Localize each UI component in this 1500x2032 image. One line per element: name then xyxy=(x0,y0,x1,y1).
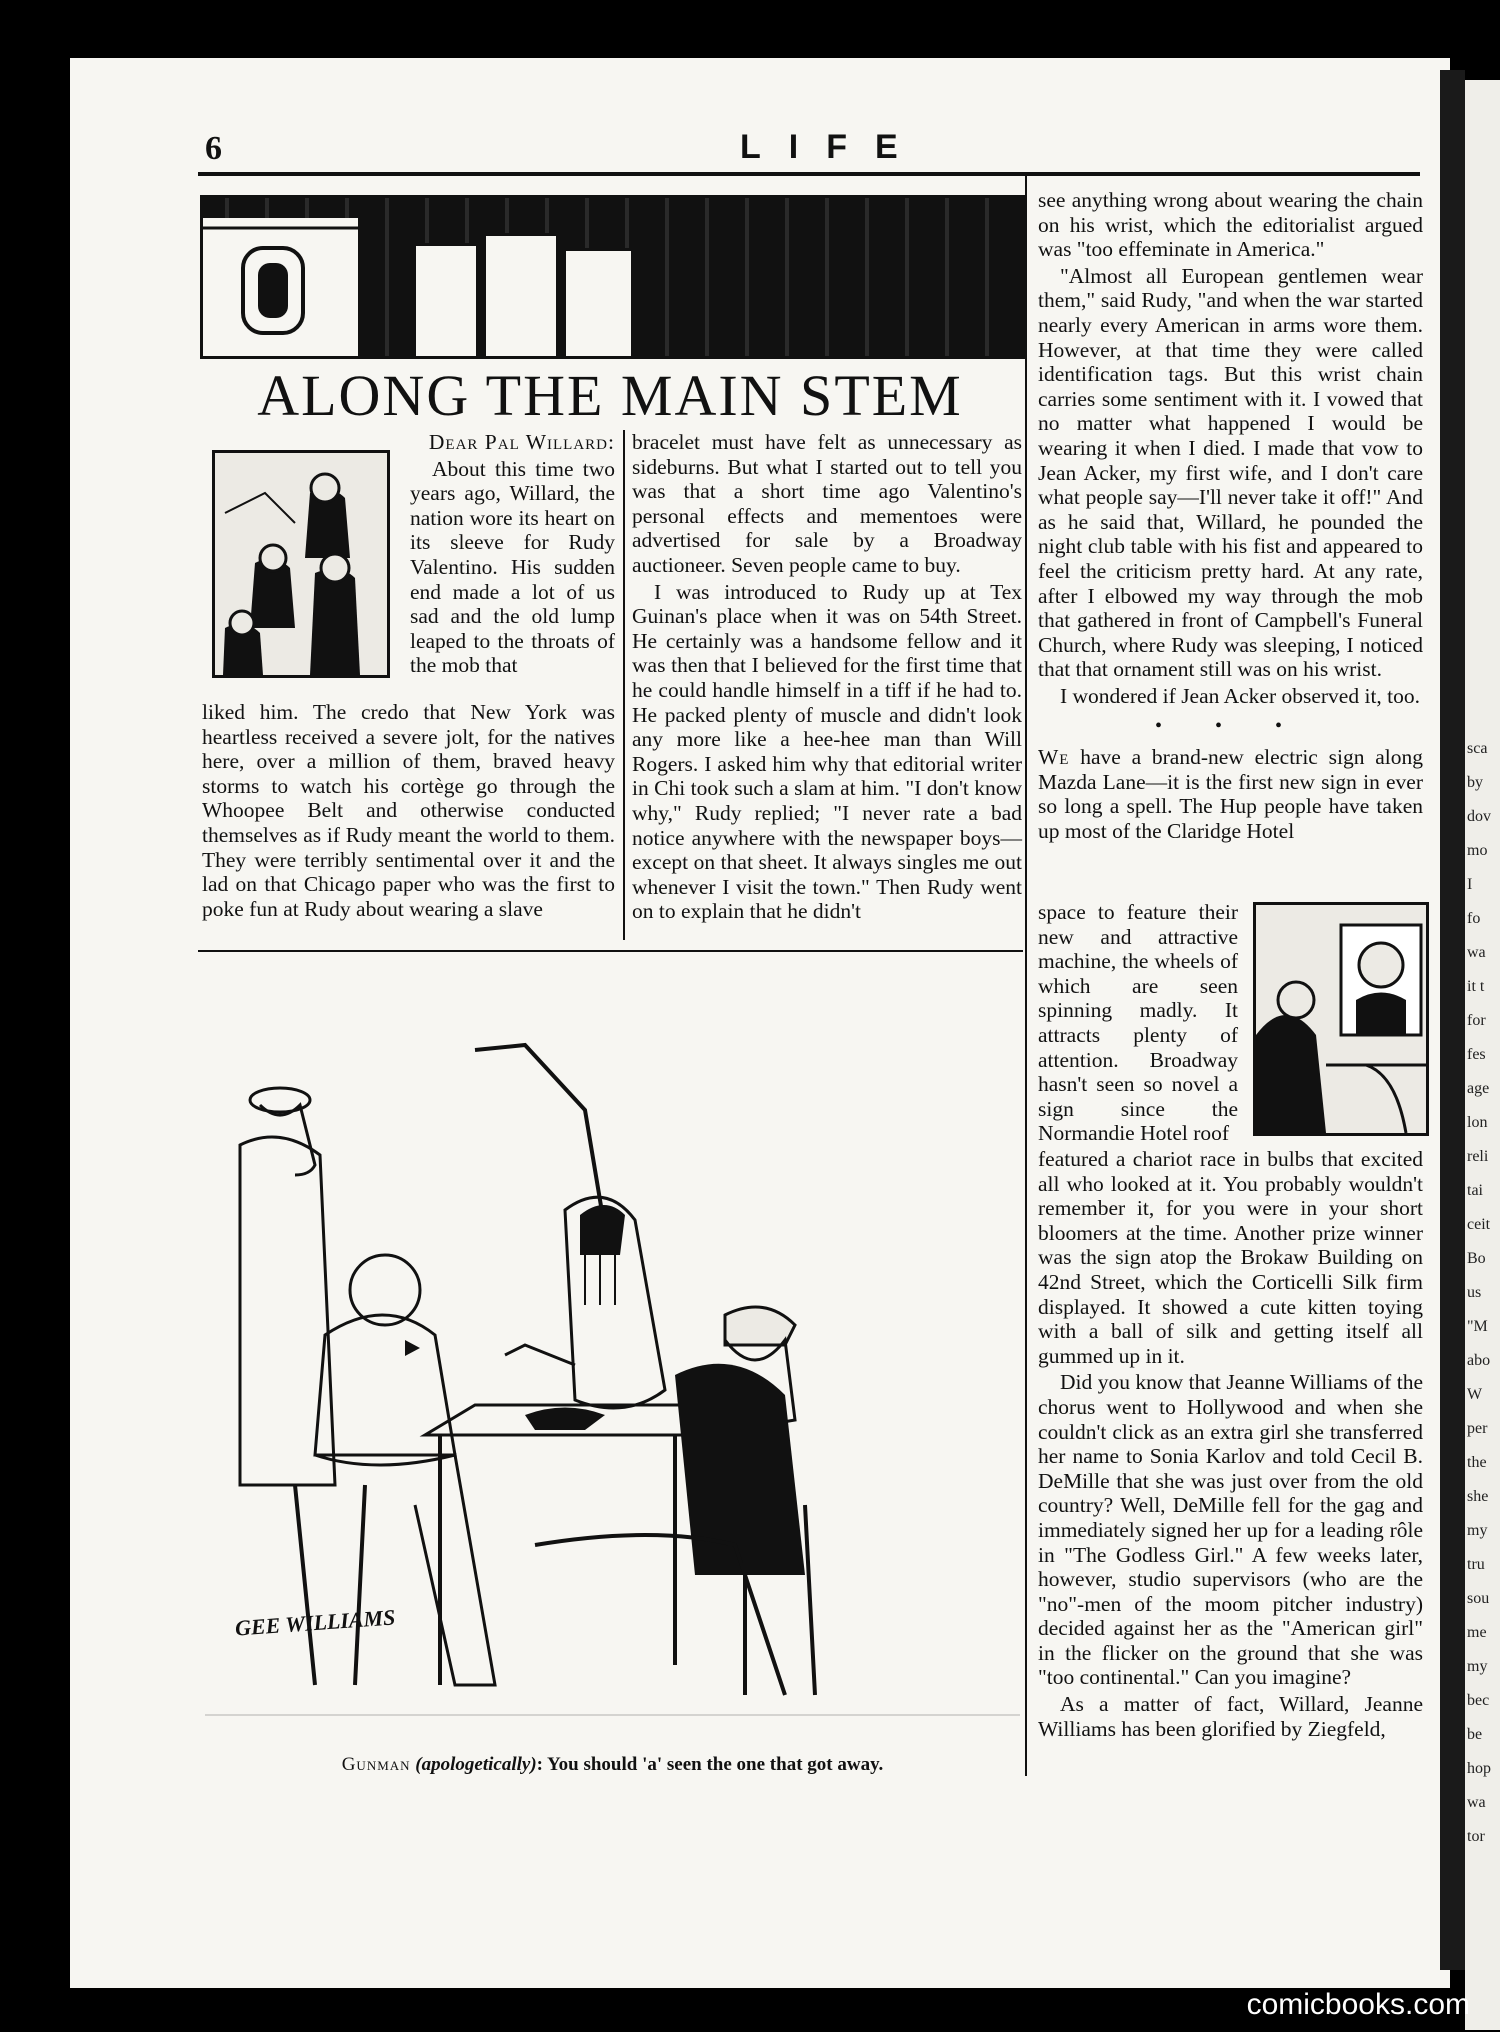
adjacent-page-fragment: ceit xyxy=(1467,1216,1491,1233)
adjacent-page-fragment: "M xyxy=(1467,1318,1488,1335)
adjacent-page-fragment: reli xyxy=(1467,1148,1489,1165)
column-1-bottom-text xyxy=(202,700,615,923)
card-game-drawing xyxy=(205,1015,1020,1745)
adjacent-page-fragment: Bo xyxy=(1467,1250,1486,1267)
adjacent-page-fragment: sou xyxy=(1467,1590,1490,1607)
paragraph: liked him. The credo that New York was heartless received a severe jolt, for the natives here, over a million of them, braved heavy storms to watch his cortège go through the Whoopee Belt and otherwise conducted themselves as if Rudy meant the world to them. They were terribly sentimental over it and the lad on that Chicago paper who was the first to poke fun at Rudy about wearing a slave xyxy=(202,700,615,921)
article-title: ALONG THE MAIN STEM xyxy=(257,363,963,428)
opening-paragraph: About this time two years ago, Willard, the nation wore its heart on its sleeve for Rudy Valentino. His sudden end made a lot of us sad and the old lump leaped to the throats of the mob that xyxy=(410,456,615,678)
adjacent-page-fragment: fo xyxy=(1467,910,1481,927)
paragraph: "Almost all European gentlemen wear them," said Rudy, "and when the war started nearly every American in arms wore them. However, at that time they were called identification tags. But this wrist chain carries some sentiment with it. I vowed that no matter what happened I would be wearing it when I died. I made that vow to Jean Acker, my first wife, and I don't care what people say—I'll never take it off!" And as he said that, Willard, he pounded the night club table with his fist and appeared to feel the criticism pretty hard. At any rate, after I elbowed my way through the mob that gathered in front of Campbell's Funeral Church, where Rudy was sleeping, I noticed that that ornament still was on his wrist. xyxy=(1038,263,1423,682)
section-rule xyxy=(198,950,1023,952)
hotel-scene-drawing xyxy=(1256,905,1426,1133)
mourners-drawing xyxy=(215,453,387,675)
adjacent-page-fragment: my xyxy=(1467,1522,1488,1539)
hotel-scene-illustration xyxy=(1253,902,1429,1136)
column-2-text xyxy=(632,430,1022,926)
adjacent-page-fragment: lon xyxy=(1467,1114,1488,1131)
watermark: comicbooks.com xyxy=(1246,1988,1470,2021)
figure-illustration xyxy=(413,243,479,356)
column-3-lower-text xyxy=(1038,1147,1423,1743)
adjacent-page-fragment: W xyxy=(1467,1386,1483,1403)
adjacent-page-fragment: age xyxy=(1467,1080,1490,1097)
figure-illustration xyxy=(563,248,634,356)
adjacent-page-fragment: for xyxy=(1467,1012,1486,1029)
adjacent-page-fragment: mo xyxy=(1467,842,1488,859)
paragraph: I wondered if Jean Acker observed it, too. xyxy=(1060,683,1421,708)
adjacent-page-fragment: tor xyxy=(1467,1828,1485,1845)
paragraph: featured a chariot race in bulbs that excited all who looked at it. You probably wouldn't remember it, for you were in your short bloomers at the time. Another prize winner was the sign atop the Brokaw Building on 42nd Street, which the Corticelli Silk firm displayed. It showed a cute kitten toying with a ball of silk and getting itself all gummed up in it. xyxy=(1038,1147,1423,1368)
page-gutter xyxy=(1440,70,1465,1970)
paragraph: I was introduced to Rudy up at Tex Guinan's place when it was on 54th Street. He certainly was a handsome fellow and it was then that I believed for the first time that he could handle himself in a tiff if he had to. He packed plenty of muscle and didn't look any more like a hee-hee man than Will Rogers. I asked him why that editorial writer in Chi took such a slam at him. "I don't know why," Rudy replied; "I never rate a bad notice anywhere with the newspaper boys—except on that sheet. It always singles me out whenever I visit the town." Then Rudy went on to explain that he didn't xyxy=(632,579,1022,924)
column-1-top-text xyxy=(410,430,615,680)
column-3-text xyxy=(1038,188,1423,845)
adjacent-page-fragment: us xyxy=(1467,1284,1482,1301)
paragraph: see anything wrong about wearing the chain on his wrist, which the editorialist argued was "too effeminate in America." xyxy=(1038,188,1423,262)
adjacent-page-fragment: per xyxy=(1467,1420,1488,1437)
caption-text: : You should 'a' seen the one that got away. xyxy=(536,1754,884,1775)
paragraph: bracelet must have felt as unnecessary as sideburns. But what I started out to tell you was that a short time ago Valentino's personal effects and mementoes were advertised for sale by a Broadway auctioneer. Seven people came to buy. xyxy=(632,430,1022,577)
header-illustration xyxy=(200,195,1026,359)
adjacent-page-fragment: my xyxy=(1467,1658,1488,1675)
column-rule-middle xyxy=(623,430,625,940)
column-rule-right xyxy=(1025,176,1027,1776)
adjacent-page-fragment: fes xyxy=(1467,1046,1486,1063)
page-number: 6 xyxy=(205,130,222,167)
salutation: Dear Pal Willard: xyxy=(428,430,615,454)
adjacent-page-fragment: hop xyxy=(1467,1760,1491,1777)
adjacent-page-strip xyxy=(1465,80,1500,2030)
artist-signature: GEE WILLIAMS xyxy=(234,1604,397,1641)
caption-direction: (apologetically) xyxy=(415,1754,537,1775)
adjacent-page-fragment: the xyxy=(1467,1454,1487,1471)
train-car-illustration xyxy=(203,218,361,356)
adjacent-page-fragment: tru xyxy=(1467,1556,1485,1573)
adjacent-page-fragment: me xyxy=(1467,1624,1487,1641)
paragraph: space to feature their new and attractive machine, the wheels of which are seen spinning madly. It attracts plenty of attention. Broadway hasn't seen so novel a sign since the Normandie Hotel roof xyxy=(1038,900,1238,1146)
adjacent-page-fragment: it t xyxy=(1467,978,1485,995)
adjacent-page-fragment: bec xyxy=(1467,1692,1490,1709)
masthead: LIFE xyxy=(740,128,926,166)
paragraph: Did you know that Jeanne Williams of the chorus went to Hollywood and when she couldn't click as an extra girl she transferred her name to Sonia Karlov and told Cecil B. DeMille that she was just over from the old country? Well, DeMille fell for the gag and immediately signed her up for a leading rôle in "The Godless Girl." A few weeks later, however, studio supervisors (who are the "no"-men of the moom pitcher industry) decided against her as the "American girl" in the flicker on the ground that she was "too continental." Can you imagine? xyxy=(1038,1370,1423,1690)
train-window-drawing xyxy=(203,218,358,356)
paragraph-body: have a brand-new electric sign along Mazda Lane—it is the first new sign in ever so long a spell. The Hup people have taken up most of the Claridge Hotel xyxy=(1038,745,1423,843)
paragraph xyxy=(1038,745,1423,843)
adjacent-page-fragment: wa xyxy=(1467,944,1486,961)
adjacent-page-fragment: by xyxy=(1467,774,1483,791)
paragraph: As a matter of fact, Willard, Jeanne Williams has been glorified by Ziegfeld, xyxy=(1038,1692,1423,1741)
adjacent-page-fragment: she xyxy=(1467,1488,1489,1505)
adjacent-page-fragment: abo xyxy=(1467,1352,1491,1369)
header-rule xyxy=(198,172,1420,176)
drop-lead: We xyxy=(1038,745,1070,770)
adjacent-page-fragment: tai xyxy=(1467,1182,1483,1199)
adjacent-page-fragment: wa xyxy=(1467,1794,1486,1811)
gunman-cartoon xyxy=(205,1015,1020,1745)
adjacent-page-fragment: dov xyxy=(1467,808,1491,825)
section-separator: • • • xyxy=(1154,715,1306,738)
cartoon-caption xyxy=(205,1754,1020,1776)
figure-illustration xyxy=(483,233,559,356)
adjacent-page-fragment: I xyxy=(1467,876,1473,893)
column-3-wrap-text xyxy=(1038,900,1238,1148)
adjacent-page-fragment: sca xyxy=(1467,740,1488,757)
adjacent-page-fragment: be xyxy=(1467,1726,1483,1743)
valentino-mourners-illustration xyxy=(212,450,390,678)
caption-speaker: Gunman xyxy=(341,1754,411,1775)
